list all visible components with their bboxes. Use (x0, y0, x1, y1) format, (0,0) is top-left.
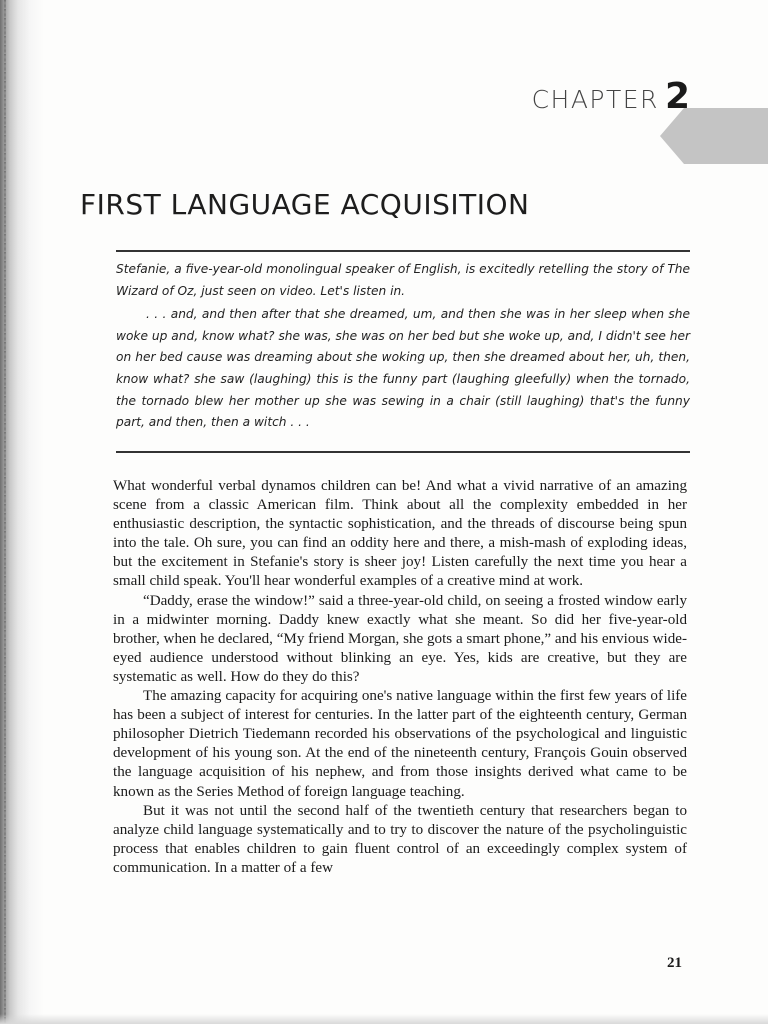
epigraph-box (116, 259, 690, 434)
epigraph-top-rule (116, 250, 690, 252)
body-paragraph: But it was not until the second half of the twentieth century that researchers began to analyze child language systematically and to try to discover the nature of the psycholinguistic process that enables children to gain fluent control of an exceedingly complex system of communication. In a matter of a few (113, 802, 687, 876)
page-number: 21 (667, 955, 682, 971)
epigraph-quote: . . . and, and then after that she dreamed, um, and then she was in her sleep when she woke up and, know what? she was, she was on her bed but she woke up, and, I didn't see her on her bed cause was dreaming about she woking up, then she dreamed about her, uh, then, know what? she saw (laughing) this is the funny part (laughing gleefully) when the tornado, the tornado blew her mother up she was sewing in a chair (still laughing) that's the funny part, and then, then a witch . . . (116, 307, 690, 430)
page-edge (4, 0, 6, 1024)
epigraph-bottom-rule (116, 451, 690, 453)
epigraph-intro: Stefanie, a five-year-old monolingual speaker of English, is excitedly retelling the story of The Wizard of Oz, just seen on video. Let's listen in. (116, 262, 690, 298)
body-text (113, 477, 687, 878)
body-paragraph: The amazing capacity for acquiring one's native language within the first few years of life has been a subject of interest for centuries. In the latter part of the eighteenth century, German philosopher Dietrich Tiedemann recorded his observations of the psychological and linguistic development of his young son. At the end of the nineteenth century, François Gouin observed the language acquisition of his nephew, and from those insights derived what came to be known as the Series Method of foreign language teaching. (113, 688, 687, 800)
book-spine-shadow (0, 0, 44, 1024)
chapter-heading (532, 76, 690, 117)
chapter-title: FIRST LANGUAGE ACQUISITION (80, 188, 530, 221)
body-paragraph: “Daddy, erase the window!” said a three-year-old child, on seeing a frosted window early in a midwinter morning. Daddy knew exactly what she meant. So did her five-year-old brother, when he declared, “My friend Morgan, she gots a smart phone,” and his envious wide-eyed audience understood without blinking an eye. Yes, kids are creative, but they are systematic as well. How do they do this? (113, 592, 687, 685)
chapter-number: 2 (664, 76, 690, 117)
chapter-label: CHAPTER (531, 85, 659, 114)
bottom-shadow (0, 1014, 768, 1024)
body-paragraph: What wonderful verbal dynamos children can be! And what a vivid narrative of an amazing scene from a classic American film. Think about all the complexity embedded in her enthusiastic description, the syntactic sophistication, and the threads of discourse being spun into the tale. Oh sure, you can find an oddity here and there, a mish-mash of exploding ideas, but the excitement in Stefanie's story is sheer joy! Listen carefully the next time you hear a small child speak. You'll hear wonderful examples of a creative mind at work. (113, 478, 687, 590)
